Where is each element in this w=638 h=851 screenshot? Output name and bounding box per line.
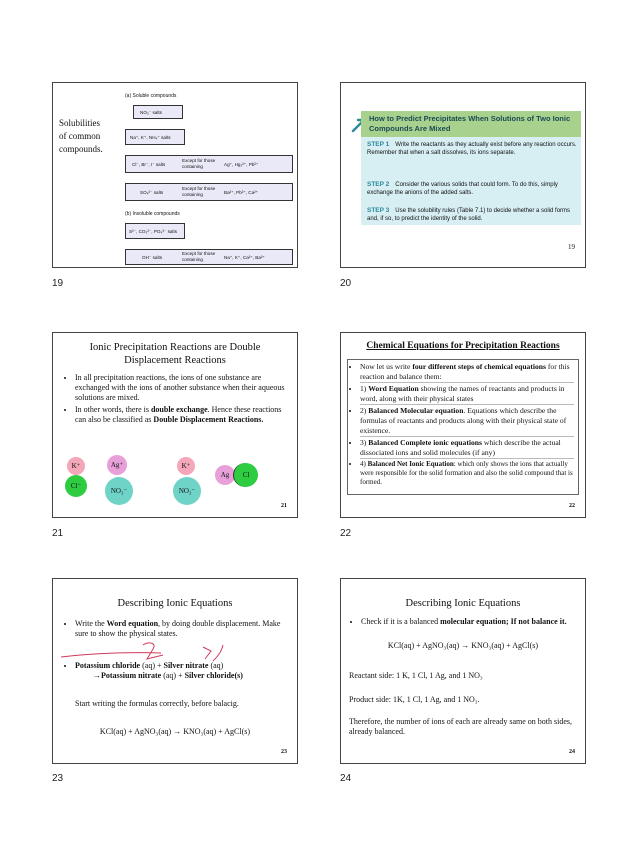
slide-21 bbox=[52, 332, 298, 518]
bullet-1: • Check if it is a balanced molecular equation; If not balance it. bbox=[361, 617, 579, 627]
ion-k-1: K⁺ bbox=[67, 457, 85, 475]
note: Start writing the formulas correctly, before balacig. bbox=[75, 699, 239, 708]
ion-k-2: K⁺ bbox=[177, 457, 195, 475]
page-number-20: 20 bbox=[340, 278, 352, 289]
step-item-4: • 4) Balanced Net Ionic Equation: which only shows the ions that actually were responsible for the solid formation and also the solid compound that is formed. bbox=[360, 460, 574, 486]
row-hydroxide: OH⁻ salts Except for those containing Na⁺, K⁺, Ca²⁺, Ba²⁺ bbox=[125, 249, 293, 265]
slide-number: 19 bbox=[568, 243, 575, 251]
solubility-caption: Solubilities of common compounds. bbox=[59, 118, 103, 154]
soluble-label: (a) Soluble compounds bbox=[125, 93, 177, 99]
ion-ag-solid: Ag bbox=[215, 465, 235, 485]
slide-number: 24 bbox=[569, 749, 575, 755]
procedure-header: How to Predict Precipitates When Solutions of Two Ionic Compounds Are Mixed bbox=[361, 111, 581, 137]
conclusion: Therefore, the number of ions of each are already same on both sides, already balanced. bbox=[349, 717, 573, 736]
row-alkali: Na⁺, K⁺, NH₄⁺ salts bbox=[125, 129, 185, 145]
row-nitrate: NO₃⁻ salts bbox=[133, 105, 183, 119]
step-item-2: • 2) Balanced Molecular equation. Equations which describe the formulas of reactants and products along with their physical state of existence. bbox=[360, 406, 574, 437]
slide-number: 22 bbox=[569, 503, 575, 509]
bullet-1: • In all precipitation reactions, the ions of one substance are exchanged with the ions of another substance when their aqueous solutions are mixed. bbox=[75, 373, 287, 403]
ion-no3-2: NO₃⁻ bbox=[173, 477, 201, 505]
bullet-1: • Write the Word equation, by doing double displacement. Make sure to show the physical states. bbox=[75, 619, 289, 639]
slide-24 bbox=[340, 578, 586, 764]
ion-ag: Ag⁺ bbox=[107, 455, 127, 475]
slide-number: 21 bbox=[281, 503, 287, 509]
step-item-1: • 1) Word Equation showing the names of reactants and products in word, along with their physical states bbox=[360, 384, 574, 405]
slide-23 bbox=[52, 578, 298, 764]
reactant-count: Reactant side: 1 K, 1 Cl, 1 Ag, and 1 NO₃ bbox=[349, 671, 483, 680]
steps-box bbox=[347, 359, 579, 495]
bullet-list bbox=[61, 373, 287, 427]
step-3: STEP 3 Use the solubility rules (Table 7.1) to decide whether a solid forms and, if so, to predict the identity of the solid. bbox=[367, 207, 571, 222]
step-item-0: • Now let us write four different steps of chemical equations for this reaction and balance them: bbox=[360, 362, 574, 383]
molecular-equation: KCl(aq) + AgNO₃(aq) → KNO₃(aq) + AgCl(s) bbox=[387, 641, 539, 650]
step-2: STEP 2 Consider the various solids that could form. To do this, simply exchange the anions of the added salts. bbox=[367, 181, 558, 196]
ion-cl: Cl⁻ bbox=[65, 475, 87, 497]
row-sulfate: SO₄²⁻ salts Except for those containing Ba²⁺, Pb²⁺, Ca²⁺ bbox=[125, 183, 293, 201]
bullet-2: • Potassium chloride (aq) + Silver nitrate (aq) →Potassium nitrate (aq) + Silver chloride(s) bbox=[75, 661, 291, 681]
row-sulfide: S²⁻, CO₃²⁻, PO₄³⁻ salts bbox=[125, 223, 185, 239]
slide-19 bbox=[52, 82, 298, 268]
page-number-24: 24 bbox=[340, 773, 352, 784]
slide-title: Describing Ionic Equations bbox=[117, 598, 233, 609]
page-number-19: 19 bbox=[52, 278, 64, 289]
step-item-3: • 3) Balanced Complete ionic equations which describe the actual dissociated ions and solid molecules (if any) bbox=[360, 438, 574, 459]
slide-20 bbox=[340, 82, 586, 268]
page-number-22: 22 bbox=[340, 528, 352, 539]
bullet-2: • In other words, there is double exchange. Hence these reactions can also be classified as Double Displacement Reactions. bbox=[75, 405, 287, 425]
slide-number: 23 bbox=[281, 749, 287, 755]
slide-title: Ionic Precipitation Reactions are Double Displacement Reactions bbox=[89, 342, 261, 366]
step-1: STEP 1 Write the reactants as they actually exist before any reaction occurs. Remember that when a salt dissolves, its ions separate. bbox=[367, 141, 577, 156]
ion-cl-solid: Cl bbox=[233, 463, 258, 487]
page-number-21: 21 bbox=[52, 528, 64, 539]
product-count: Product side: 1K, 1 Cl, 1 Ag, and 1 NO₃. bbox=[349, 695, 480, 704]
ion-no3-1: NO₃⁻ bbox=[105, 477, 133, 505]
page-number-23: 23 bbox=[52, 773, 64, 784]
molecular-equation: KCl(aq) + AgNO₃(aq) → KNO₃(aq) + AgCl(s) bbox=[99, 727, 251, 736]
slide-22 bbox=[340, 332, 586, 518]
slide-title: Describing Ionic Equations bbox=[405, 598, 521, 609]
row-halide: Cl⁻, Br⁻, I⁻ salts Except for those containing Ag⁺, Hg₂²⁺, Pb²⁺ bbox=[125, 155, 293, 173]
insoluble-label: (b) Insoluble compounds bbox=[125, 211, 180, 217]
slide-title: Chemical Equations for Precipitation Reactions bbox=[366, 341, 560, 351]
